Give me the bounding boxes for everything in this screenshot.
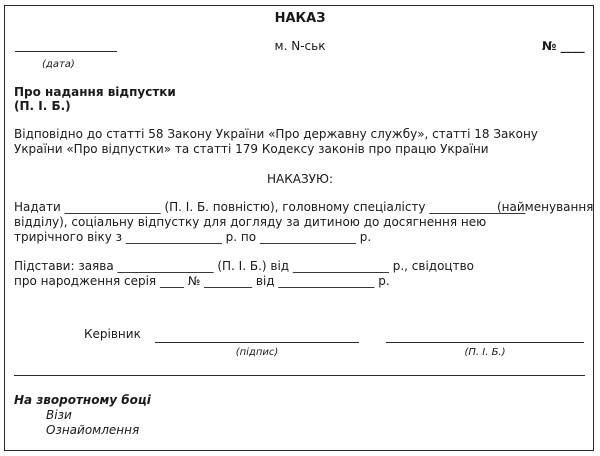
grounds-line-2: про народження серія ____ № ________ від ________________ р. — [14, 274, 390, 288]
reverse-item-visas: Візи — [46, 408, 72, 422]
body-line-1-end: (найменування — [497, 200, 594, 214]
body-line-1: Надати ________________ (П. І. Б. повністю), головному спеціалісту ________________ — [14, 200, 526, 214]
city: м. N-ськ — [274, 39, 326, 53]
body-line-3: трирічного віку з ________________ р. по ________________ р. — [14, 230, 372, 244]
signature-caption: (підпис) — [235, 347, 279, 358]
name-caption: (П. І. Б.) — [464, 347, 506, 358]
subject-line-1: Про надання відпустки — [14, 85, 176, 99]
signature-label: Керівник — [84, 327, 141, 341]
document-title: НАКАЗ — [274, 11, 326, 26]
subject-line-2: (П. І. Б.) — [14, 99, 71, 113]
name-line — [386, 342, 584, 343]
order-word: НАКАЗУЮ: — [267, 172, 333, 186]
signature-line — [155, 342, 359, 343]
body-line-2: відділу), соціальну відпустку для догляду за дитиною до досягнення нею — [14, 215, 487, 229]
date-caption: (дата) — [42, 59, 75, 70]
grounds-line-1: Підстави: заява ________________ (П. І. Б.) від ________________ р., свідоцтво — [14, 259, 474, 273]
preamble-line-1: Відповідно до статті 58 Закону України «Про державну службу», статті 18 Закону — [14, 127, 538, 141]
separator-line — [14, 375, 585, 376]
preamble-line-2: України «Про відпустки» та статті 179 Кодексу законів про працю України — [14, 142, 489, 156]
order-number: № ____ — [542, 39, 585, 53]
reverse-title: На зворотному боці — [14, 393, 151, 407]
reverse-item-acquaintance: Ознайомлення — [46, 423, 140, 437]
